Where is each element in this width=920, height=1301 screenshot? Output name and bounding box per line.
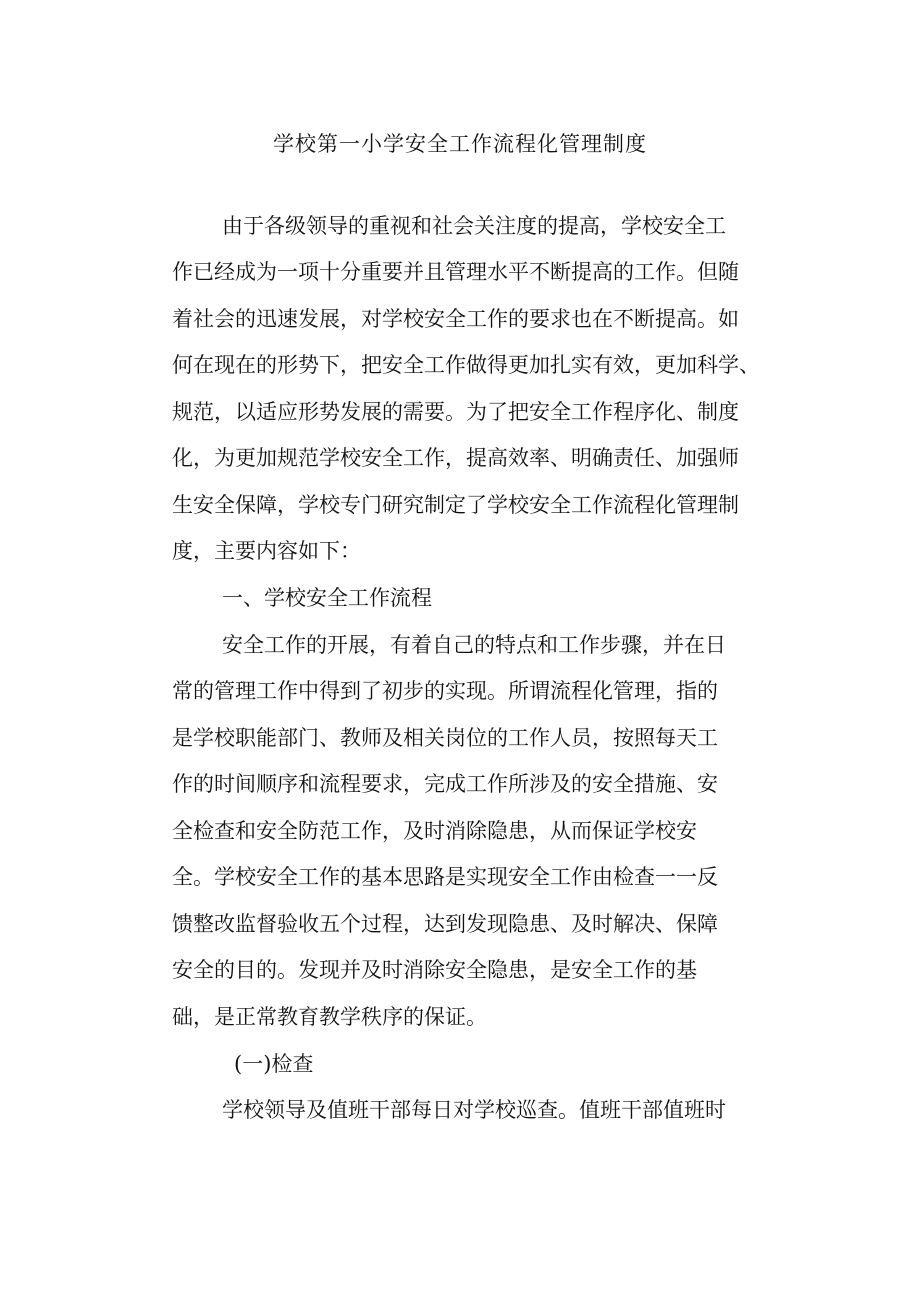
paragraph-line: 度，主要内容如下： xyxy=(172,539,361,563)
paragraph-line: 常的管理工作中得到了初步的实现。所谓流程化管理，指的 xyxy=(172,679,718,703)
paragraph-line: 安全的目的。发现并及时消除安全隐患，是安全工作的基 xyxy=(172,958,697,982)
paragraph-line: 由于各级领导的重视和社会关注度的提高，学校安全工 xyxy=(222,214,726,238)
paragraph-line: 化，为更加规范学校安全工作，提高效率、明确责任、加强师 xyxy=(172,446,739,470)
paragraph-line: 作已经成为一项十分重要并且管理水平不断提高的工作。但随 xyxy=(172,260,739,284)
paragraph-line: 馈整改监督验收五个过程，达到发现隐患、及时解决、保障 xyxy=(172,912,718,936)
paragraph-line: 安全工作的开展，有着自己的特点和工作步骤，并在日 xyxy=(222,633,726,657)
paragraph-line: 作的时间顺序和流程要求，完成工作所涉及的安全措施、安 xyxy=(172,772,718,796)
paragraph-line: 全检查和安全防范工作，及时消除隐患，从而保证学校安 xyxy=(172,819,697,843)
paragraph-line: 着社会的迅速发展，对学校安全工作的要求也在不断提高。如 xyxy=(172,307,739,331)
paragraph-line: 学校领导及值班干部每日对学校巡查。值班干部值班时 xyxy=(222,1098,726,1122)
subsection-heading: (一)检查 xyxy=(234,1052,314,1076)
paragraph-line: 生安全保障，学校专门研究制定了学校安全工作流程化管理制 xyxy=(172,493,739,517)
paragraph-line: 是学校职能部门、教师及相关岗位的工作人员，按照每天工 xyxy=(172,726,718,750)
document-title: 学校第一小学安全工作流程化管理制度 xyxy=(273,132,647,156)
paragraph-line: 规范，以适应形势发展的需要。为了把安全工作程序化、制度 xyxy=(172,400,739,424)
paragraph-line: 础，是正常教育教学秩序的保证。 xyxy=(172,1005,487,1029)
paragraph-line: 何在现在的形势下，把安全工作做得更加扎实有效，更加科学、 xyxy=(172,353,760,377)
paragraph-line: 全。学校安全工作的基本思路是实现安全工作由检查一一反 xyxy=(172,865,718,889)
section-heading: 一、学校安全工作流程 xyxy=(222,586,432,610)
